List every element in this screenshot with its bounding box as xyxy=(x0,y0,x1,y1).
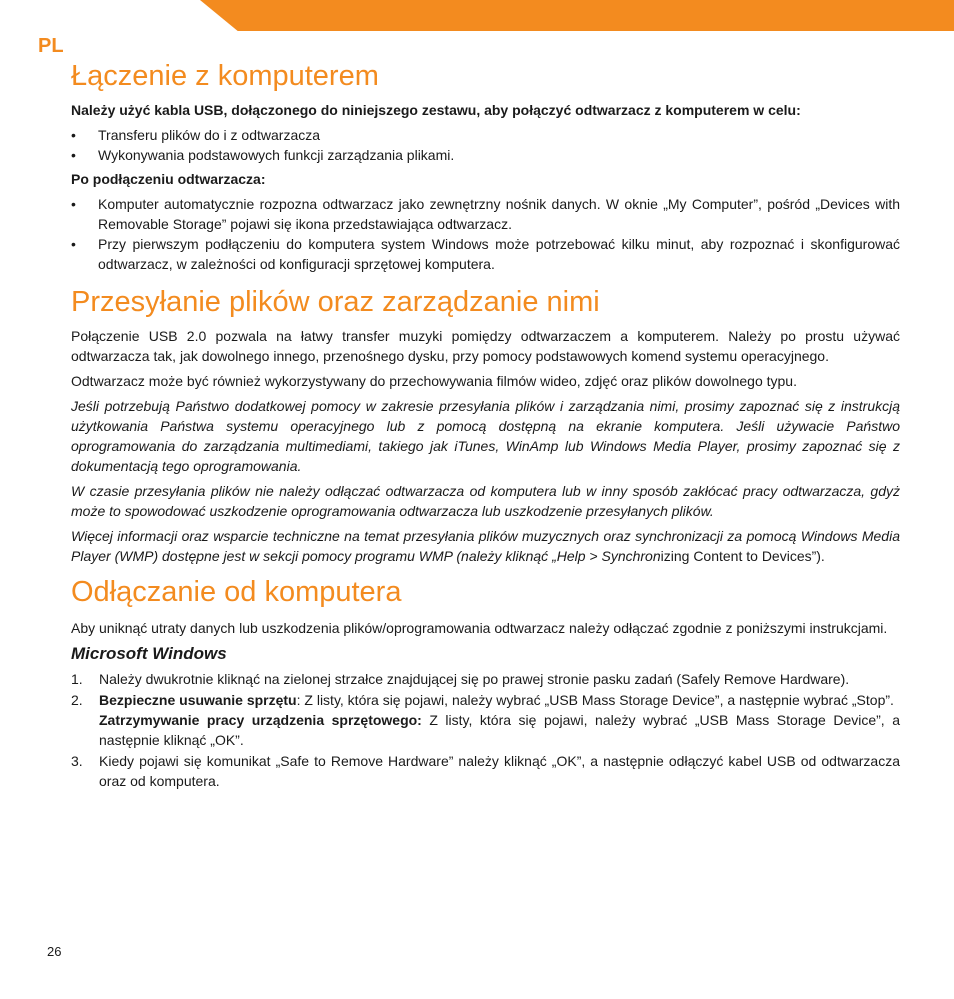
section-title-transfer: Przesyłanie plików oraz zarządzanie nimi xyxy=(71,286,600,318)
step-text: Kiedy pojawi się komunikat „Safe to Remove Hardware” należy kliknąć „OK”, a następnie odłączyć kabel USB od odtwarzacza oraz od komputera. xyxy=(99,753,900,789)
step-item xyxy=(71,690,900,750)
step-text: : Z listy, która się pojawi, należy wybrać „USB Mass Storage Device”, a następnie wybrać „Stop”. xyxy=(296,692,894,708)
step-item xyxy=(71,669,900,689)
step-number: 3. xyxy=(71,753,83,769)
disconnect-steps xyxy=(71,669,900,791)
page-number: 26 xyxy=(47,944,62,959)
list-item: • Przy pierwszym podłączeniu do komputera system Windows może potrzebować kilku minut, aby rozpoznać i skonfigurować odtwarzacz, w zależności od konfiguracji sprzętowej komputera. xyxy=(71,234,900,274)
connecting-intro: Należy użyć kabla USB, dołączonego do niniejszego zestawu, aby połączyć odtwarzacz z komputerem w celu: xyxy=(71,102,801,118)
wmp-support-normal: izing Content to Devices”). xyxy=(660,548,825,564)
language-tag: PL xyxy=(38,35,64,57)
disconnecting-intro: Aby uniknąć utraty danych lub uszkodzenia plików/oprogramowania odtwarzacz należy odłączać zgodnie z poniższymi instrukcjami. xyxy=(71,620,888,636)
step-text: Należy dwukrotnie kliknąć na zielonej strzałce znajdującej się po prawej stronie pasku zadań (Safely Remove Hardware). xyxy=(99,671,850,687)
step-bold-label: Bezpieczne usuwanie sprzętu xyxy=(99,692,297,708)
wmp-support-note xyxy=(71,526,900,566)
transfer-help-note: Jeśli potrzebują Państwo dodatkowej pomocy w zakresie przesyłania plików i zarządzania nimi, prosimy zapoznać się z instrukcją użytkowania Państwa systemu operacyjnego lub z pomocą dostępną na ekranie komputera. Jeśli używacie Państwo oprogramowania do zarządzania multimediami, takiego jak iTunes, WinAmp lub Windows Media Player, prosimy zapoznać się z dokumentacją tego oprogramowania. xyxy=(71,398,900,474)
step-item xyxy=(71,751,900,791)
connecting-purpose-list xyxy=(71,125,900,165)
wmp-support-italic: Więcej informacji oraz wsparcie techniczne na temat przesyłania plików muzycznych oraz synchronizacji za pomocą Windows Media Player (WMP) dostępne jest w sekcji pomocy programu WMP (należy kliknąć „Help > Synchron xyxy=(71,528,900,564)
step-text: Z listy, która się pojawi, należy wybrać „USB Mass Storage Device”, a następnie kliknąć „OK”. xyxy=(99,712,900,748)
transfer-paragraph: Połączenie USB 2.0 pozwala na łatwy transfer muzyki pomiędzy odtwarzaczem a komputerem. Należy po prostu używać odtwarzacza tak, jak dowolnego innego, przenośnego dysku, przy pomocy podstawowych komend systemu operacyjnego. xyxy=(71,328,900,364)
header-accent-tab xyxy=(200,0,954,31)
step-number: 2. xyxy=(71,692,83,708)
transfer-warning-note: W czasie przesyłania plików nie należy odłączać odtwarzacza od komputera lub w inny sposób zakłócać pracy odtwarzacza, gdyż może to spowodować uszkodzenie oprogramowania odtwarzacza lub uszkodzenie przesyłanych plików. xyxy=(71,483,900,519)
page-content xyxy=(71,58,900,792)
after-connecting-list xyxy=(71,194,900,274)
list-item: • Transferu plików do i z odtwarzacza xyxy=(71,125,900,145)
section-title-disconnecting: Odłączanie od komputera xyxy=(71,576,402,608)
os-subtitle: Microsoft Windows xyxy=(71,644,227,663)
list-item: • Komputer automatycznie rozpozna odtwarzacz jako zewnętrzny nośnik danych. W oknie „My Computer”, pośród „Devices with Removable Storage” pojawi się ikona przedstawiająca odtwarzacz. xyxy=(71,194,900,234)
step-number: 1. xyxy=(71,671,83,687)
after-connecting-label: Po podłączeniu odtwarzacza: xyxy=(71,171,266,187)
step-bold-label: Zatrzymywanie pracy urządzenia sprzętowego: xyxy=(99,712,422,728)
list-item: • Wykonywania podstawowych funkcji zarządzania plikami. xyxy=(71,145,900,165)
section-title-connecting: Łączenie z komputerem xyxy=(71,60,379,92)
transfer-paragraph: Odtwarzacz może być również wykorzystywany do przechowywania filmów wideo, zdjęć oraz plików dowolnego typu. xyxy=(71,373,797,389)
